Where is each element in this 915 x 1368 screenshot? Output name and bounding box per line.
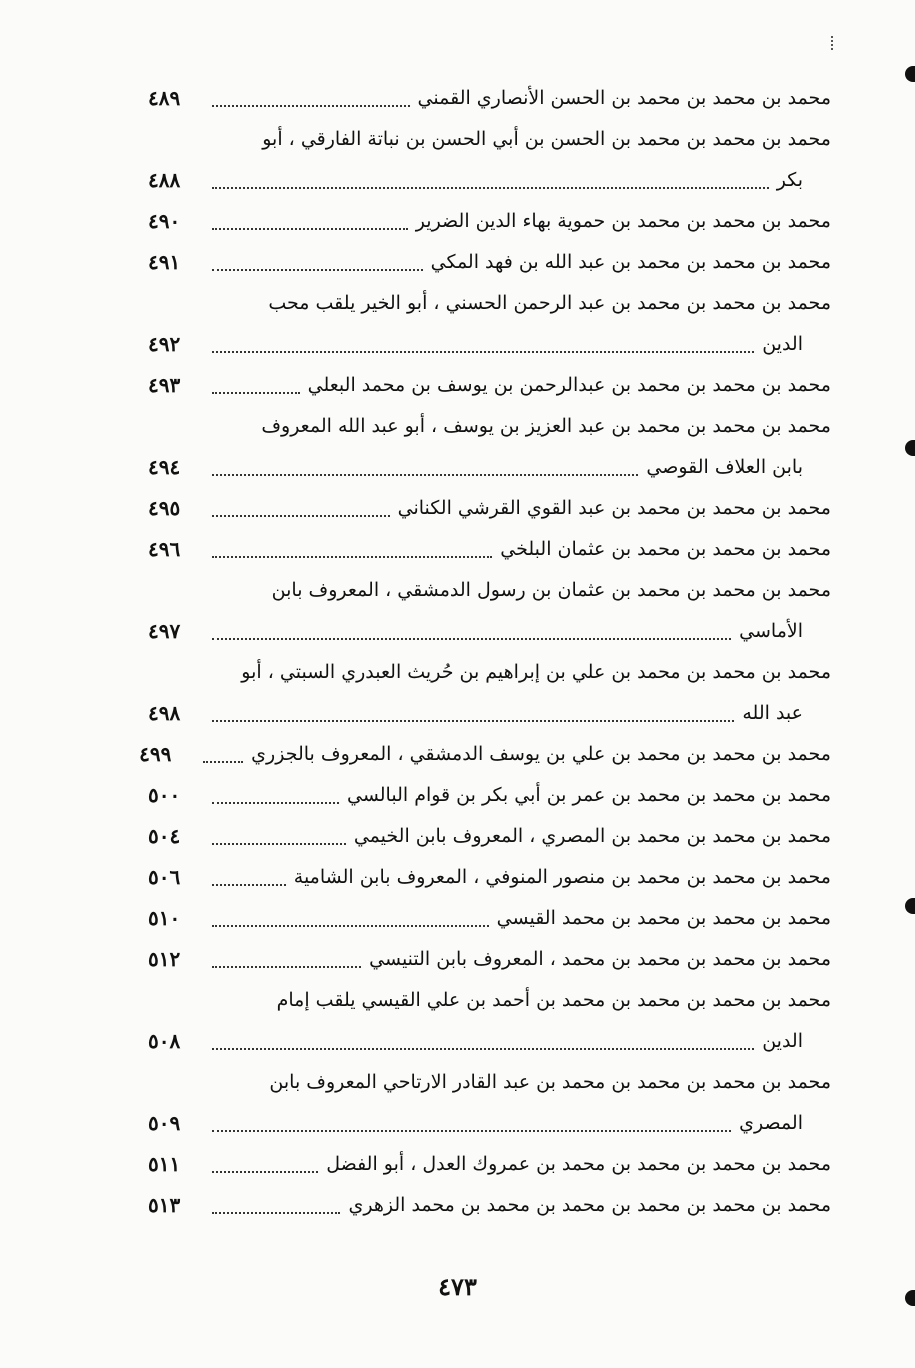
entry-page-number: ٤٩٨: [148, 701, 181, 725]
entry-page-number: ٥٠٩: [148, 1111, 181, 1135]
dot-leader: [212, 187, 769, 189]
index-entry-line: [148, 78, 831, 119]
entry-name: محمد بن محمد بن محمد بن عبدالرحمن بن يوسف بن محمد البعلي: [307, 374, 831, 396]
index-entry: [148, 242, 831, 283]
index-entry-line: [148, 611, 831, 652]
index-entry-line: [148, 1103, 831, 1144]
entry-name: محمد بن محمد بن محمد بن محمد بن عمروك العدل ، أبو الفضل: [326, 1153, 831, 1175]
index-entry: [148, 406, 831, 488]
index-entry-line: [148, 160, 831, 201]
dot-leader: [212, 228, 408, 230]
index-entry: [148, 488, 831, 529]
dot-leader: [212, 720, 734, 722]
index-entry: [148, 652, 831, 734]
index-entry: [148, 816, 831, 857]
page-edge-mark: [905, 440, 915, 456]
dot-leader: [212, 1048, 754, 1050]
index-entry: [148, 283, 831, 365]
dot-leader: [212, 1171, 318, 1173]
index-entry-line: [148, 816, 831, 857]
index-entry-line: [148, 242, 831, 283]
dot-leader: [212, 556, 492, 558]
index-entry-line: [148, 365, 831, 406]
entry-page-number: ٤٩١: [148, 250, 181, 274]
index-entry: [148, 1062, 831, 1144]
entry-name: محمد بن محمد بن محمد بن عبد القوي القرشي الكناني: [397, 497, 831, 519]
entry-name: محمد بن محمد بن محمد بن محمد بن محمد بن محمد الزهري: [348, 1194, 831, 1216]
entry-name: المصري: [739, 1112, 803, 1134]
scan-mark: [831, 36, 835, 50]
index-entry: [148, 529, 831, 570]
index-entry-line: [148, 980, 831, 1021]
dot-leader: [212, 966, 361, 968]
index-entry-line: [148, 201, 831, 242]
entry-name: عبد الله: [742, 702, 803, 724]
index-entry-line: [148, 447, 831, 488]
entry-page-number: ٤٨٨: [148, 168, 181, 192]
page-edge-mark: [905, 66, 915, 82]
entry-page-number: ٤٩٠: [148, 209, 181, 233]
index-entry-line: [148, 488, 831, 529]
page-number: ٤٧٣: [438, 1272, 477, 1301]
entry-name: محمد بن محمد بن محمد بن عثمان بن رسول الدمشقي ، المعروف بابن: [271, 579, 831, 601]
index-entry: [148, 119, 831, 201]
index-entry-line: [148, 119, 831, 160]
entry-page-number: ٥١٢: [148, 947, 181, 971]
entry-name: بكر: [776, 169, 803, 191]
dot-leader: [212, 802, 339, 804]
index-entry-line: [148, 775, 831, 816]
index-entry-line: [148, 406, 831, 447]
dot-leader: [212, 1130, 731, 1132]
dot-leader: [212, 351, 754, 353]
dot-leader: [212, 392, 300, 394]
entry-name: محمد بن محمد بن محمد بن عثمان البلخي: [500, 538, 831, 560]
entry-page-number: ٥٠٦: [148, 865, 181, 889]
entry-name: محمد بن محمد بن محمد بن عمر بن أبي بكر بن قوام البالسي: [346, 784, 831, 806]
dot-leader: [212, 843, 346, 845]
entry-name: محمد بن محمد بن محمد بن عبد العزيز بن يوسف ، أبو عبد الله المعروف: [261, 415, 831, 437]
dot-leader: [212, 269, 423, 271]
dot-leader: [212, 638, 731, 640]
entry-name: محمد بن محمد بن محمد بن الحسن بن أبي الحسن بن نباتة الفارقي ، أبو: [262, 128, 831, 150]
index-entry: [148, 980, 831, 1062]
dot-leader: [203, 761, 243, 763]
index-entry-line: [139, 734, 831, 775]
entry-name: بابن العلاف القوصي: [646, 456, 803, 478]
index-entry: [148, 939, 831, 980]
index-entry: [148, 201, 831, 242]
index-entry: [148, 365, 831, 406]
entry-name: الدين: [762, 1030, 803, 1052]
index-entry-line: [148, 283, 831, 324]
page-edge-mark: [905, 898, 915, 914]
entry-name: محمد بن محمد بن محمد بن علي بن يوسف الدمشقي ، المعروف بالجزري: [251, 743, 831, 765]
index-entry-line: [148, 1021, 831, 1062]
index-entry-line: [148, 1062, 831, 1103]
entry-name: محمد بن محمد بن محمد بن عبد الله بن فهد المكي: [430, 251, 831, 273]
entry-page-number: ٤٨٩: [148, 86, 181, 110]
index-entry: [148, 898, 831, 939]
entry-name: محمد بن محمد بن محمد بن الحسن الأنصاري القمني: [417, 87, 831, 109]
dot-leader: [212, 925, 489, 927]
index-entry-line: [148, 1144, 831, 1185]
index-entry: [148, 1144, 831, 1185]
index-entry: [139, 734, 831, 775]
index-entry-line: [148, 570, 831, 611]
index-entry-line: [148, 324, 831, 365]
entry-page-number: ٥١٣: [148, 1193, 181, 1217]
entry-name: محمد بن محمد بن محمد بن عبد الرحمن الحسني ، أبو الخير يلقب محب: [268, 292, 831, 314]
index-list: [139, 78, 831, 1226]
index-entry: [148, 857, 831, 898]
index-entry-line: [148, 652, 831, 693]
entry-page-number: ٥١٠: [148, 906, 181, 930]
entry-name: محمد بن محمد بن محمد بن محمد ، المعروف بابن التنيسي: [369, 948, 831, 970]
entry-page-number: ٥٠٨: [148, 1029, 181, 1053]
entry-name: محمد بن محمد بن محمد بن منصور المنوفي ، المعروف بابن الشامية: [293, 866, 831, 888]
index-entry-line: [148, 693, 831, 734]
index-entry-line: [148, 898, 831, 939]
entry-page-number: ٤٩٢: [148, 332, 181, 356]
entry-page-number: ٥٠٠: [148, 783, 181, 807]
index-entry: [148, 1185, 831, 1226]
index-entry-line: [148, 1185, 831, 1226]
entry-name: محمد بن محمد بن محمد بن محمد بن أحمد بن علي القيسي يلقب إمام: [276, 989, 831, 1011]
entry-page-number: ٤٩٩: [139, 742, 172, 766]
entry-name: محمد بن محمد بن محمد بن محمد القيسي: [496, 907, 831, 929]
entry-name: محمد بن محمد بن محمد بن علي بن إبراهيم بن حُريث العبدري السبتي ، أبو: [241, 661, 831, 683]
entry-page-number: ٤٩٧: [148, 619, 181, 643]
entry-name: الدين: [762, 333, 803, 355]
index-entry-line: [148, 529, 831, 570]
dot-leader: [212, 884, 286, 886]
index-entry: [148, 78, 831, 119]
index-entry-line: [148, 857, 831, 898]
entry-name: الأماسي: [739, 620, 803, 642]
index-entry-line: [148, 939, 831, 980]
entry-page-number: ٤٩٥: [148, 496, 181, 520]
dot-leader: [212, 474, 638, 476]
entry-page-number: ٤٩٤: [148, 455, 181, 479]
entry-name: محمد بن محمد بن محمد بن حموية بهاء الدين الضرير: [415, 210, 831, 232]
dot-leader: [212, 105, 410, 107]
dot-leader: [212, 1212, 340, 1214]
entry-page-number: ٥١١: [148, 1152, 181, 1176]
index-entry: [148, 570, 831, 652]
entry-page-number: ٥٠٤: [148, 824, 181, 848]
entry-name: محمد بن محمد بن محمد بن محمد بن عبد القادر الارتاحي المعروف بابن: [269, 1071, 831, 1093]
index-entry: [148, 775, 831, 816]
entry-page-number: ٤٩٦: [148, 537, 181, 561]
dot-leader: [212, 515, 390, 517]
entry-name: محمد بن محمد بن محمد بن المصري ، المعروف بابن الخيمي: [353, 825, 831, 847]
entry-page-number: ٤٩٣: [148, 373, 181, 397]
